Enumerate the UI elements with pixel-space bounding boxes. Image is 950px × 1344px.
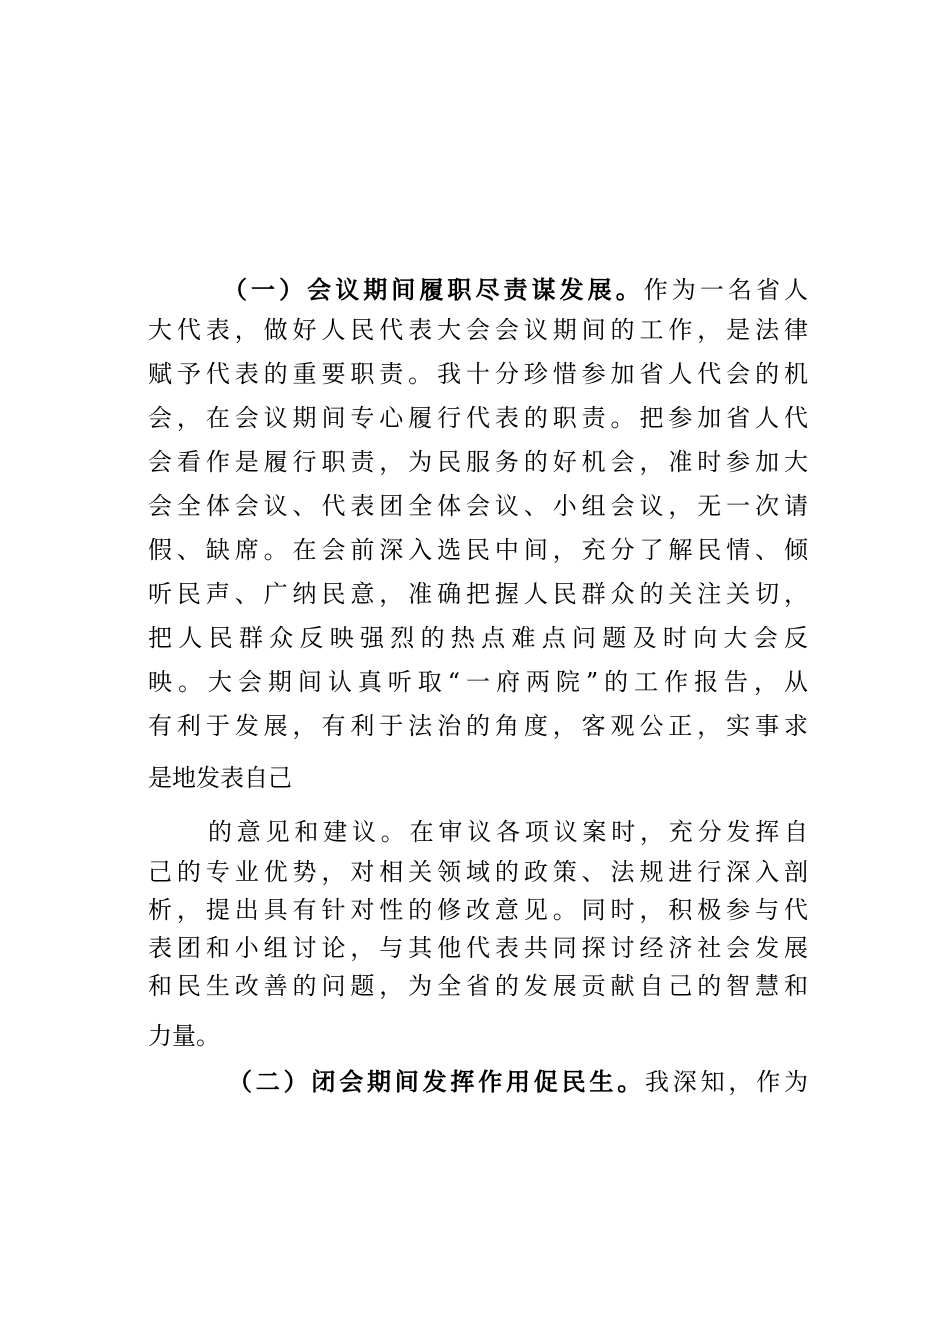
paragraph-line: 的意见和建议。在审议各项议案时，充分发挥自 (208, 818, 808, 846)
paragraph-line: 会全体会议、代表团全体会议、小组会议，无一次请 (148, 492, 808, 520)
paragraph-line: 表团和小组讨论，与其他代表共同探讨经济社会发展 (148, 934, 808, 962)
paragraph-line: 赋予代表的重要职责。我十分珍惜参加省人代会的机 (148, 360, 808, 388)
paragraph-line: 把人民群众反映强烈的热点难点问题及时向大会反 (148, 624, 808, 652)
paragraph-line: 听民声、广纳民意，准确把握人民群众的关注关切， (148, 580, 808, 608)
paragraph-line: 假、缺席。在会前深入选民中间，充分了解民情、倾 (148, 536, 808, 564)
section1-heading: （一）会议期间履职尽责谋发展。 (223, 276, 644, 304)
paragraph-line: 映。大会期间认真听取“一府两院”的工作报告，从 (148, 668, 808, 696)
section2-heading: （二）闭会期间发挥作用促民生。 (228, 1068, 645, 1096)
section2-first-line-text: 我深知，作为 (645, 1068, 808, 1096)
paragraph-line: 和民生改善的问题，为全省的发展贡献自己的智慧和 (148, 972, 808, 1000)
paragraph-line: 己的专业优势，对相关领域的政策、法规进行深入剖 (148, 858, 808, 886)
paragraph-line: 大代表，做好人民代表大会会议期间的工作，是法律 (148, 316, 808, 344)
paragraph-orphan-line: 是地发表自己 (148, 764, 292, 792)
paragraph-line: 会，在会议期间专心履行代表的职责。把参加省人代 (148, 404, 808, 432)
paragraph-line: 有利于发展，有利于法治的角度，客观公正，实事求 (148, 712, 808, 740)
paragraph-line: 会看作是履行职责，为民服务的好机会，准时参加大 (148, 448, 808, 476)
paragraph-line: 析，提出具有针对性的修改意见。同时，积极参与代 (148, 896, 808, 924)
section1-first-line (148, 270, 808, 310)
section1-first-line-text: 作为一名省人 (643, 276, 808, 304)
section2-first-line (148, 1062, 808, 1102)
paragraph-last-line: 力量。 (148, 1022, 220, 1050)
